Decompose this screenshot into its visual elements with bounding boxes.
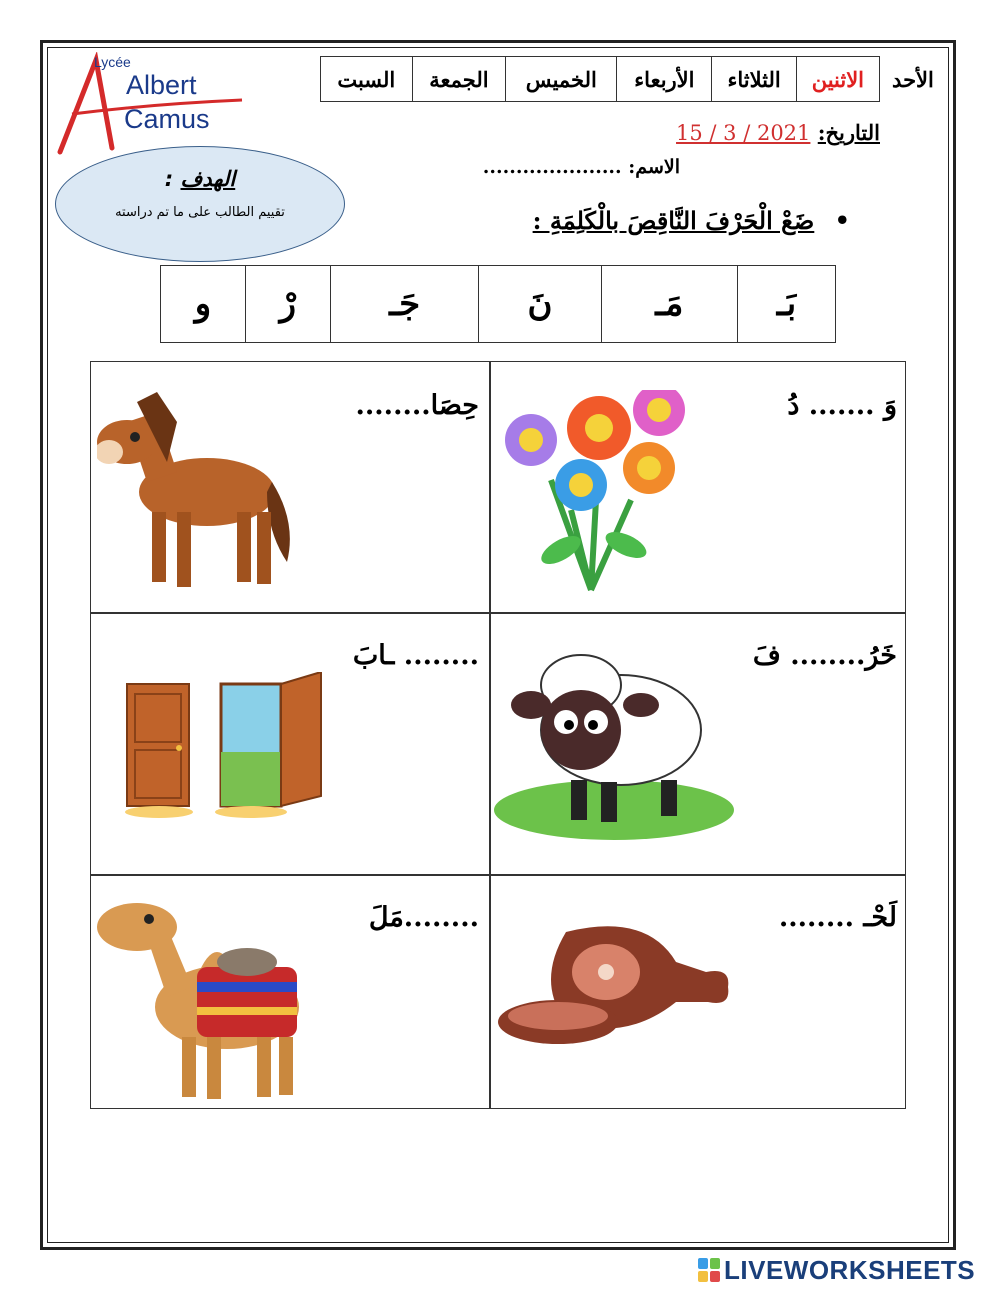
goal-ellipse xyxy=(55,146,345,262)
day-monday: الاثنين xyxy=(796,57,879,102)
word-flower[interactable]: وَ ....... دُ xyxy=(787,390,897,421)
letter-cell[interactable]: و xyxy=(161,266,246,343)
goal-title: الهدف : xyxy=(164,167,236,191)
flowers-icon xyxy=(491,390,691,600)
day-saturday: السبت xyxy=(321,57,413,102)
exercise-grid xyxy=(90,361,906,1109)
day-thursday: الخميس xyxy=(506,57,617,102)
liveworksheets-logo-icon xyxy=(698,1258,720,1282)
goal-text: تقييم الطالب على ما تم دراسته xyxy=(115,205,285,220)
meat-icon xyxy=(496,912,736,1052)
logo-camus: Camus xyxy=(124,104,210,134)
word-door[interactable]: ........ ـابَ xyxy=(352,640,479,671)
instruction-text: ضَعْ الْحَرْفَ النَّاقِصَ بالْكَلِمَةِ : xyxy=(532,206,815,235)
bullet: • xyxy=(834,206,850,235)
day-tuesday: الثلاثاء xyxy=(712,57,796,102)
word-horse[interactable]: حِصَا........ xyxy=(355,390,479,421)
sheep-icon xyxy=(491,630,737,840)
day-sunday: الأحد xyxy=(892,66,934,92)
day-friday: الجمعة xyxy=(412,57,506,102)
date-line xyxy=(676,120,880,145)
school-logo xyxy=(52,52,252,162)
letter-cell[interactable]: مَـ xyxy=(601,266,737,343)
grid-divider xyxy=(91,612,905,614)
word-sheep[interactable]: خَرُ........ فَ xyxy=(752,640,897,671)
letter-cell[interactable]: رْ xyxy=(245,266,330,343)
letter-cell[interactable]: جَـ xyxy=(330,266,479,343)
letter-cell[interactable]: نَ xyxy=(479,266,601,343)
name-line xyxy=(483,156,680,178)
footer-brand xyxy=(698,1255,975,1285)
date-value: 15 / 3 / 2021 xyxy=(676,121,811,145)
brand-text: LIVEWORKSHEETS xyxy=(724,1254,976,1285)
logo-lycee: Lycée xyxy=(94,54,131,70)
days-table xyxy=(320,56,946,102)
horse-icon xyxy=(97,382,297,602)
camel-icon xyxy=(97,887,307,1107)
date-label: التاريخ: xyxy=(817,120,880,145)
letter-cell[interactable]: بَـ xyxy=(737,266,835,343)
name-label: الاسم: xyxy=(628,156,680,178)
letters-table xyxy=(160,265,836,343)
word-camel[interactable]: ........مَلَ xyxy=(368,902,479,933)
instruction xyxy=(533,206,850,235)
name-dots[interactable]: ..................... xyxy=(482,156,622,178)
word-meat[interactable]: لَحْـ ........ xyxy=(778,902,897,933)
grid-divider xyxy=(91,874,905,876)
day-wednesday: الأربعاء xyxy=(617,57,712,102)
logo-albert: Albert xyxy=(126,70,197,100)
doors-icon xyxy=(121,672,331,822)
